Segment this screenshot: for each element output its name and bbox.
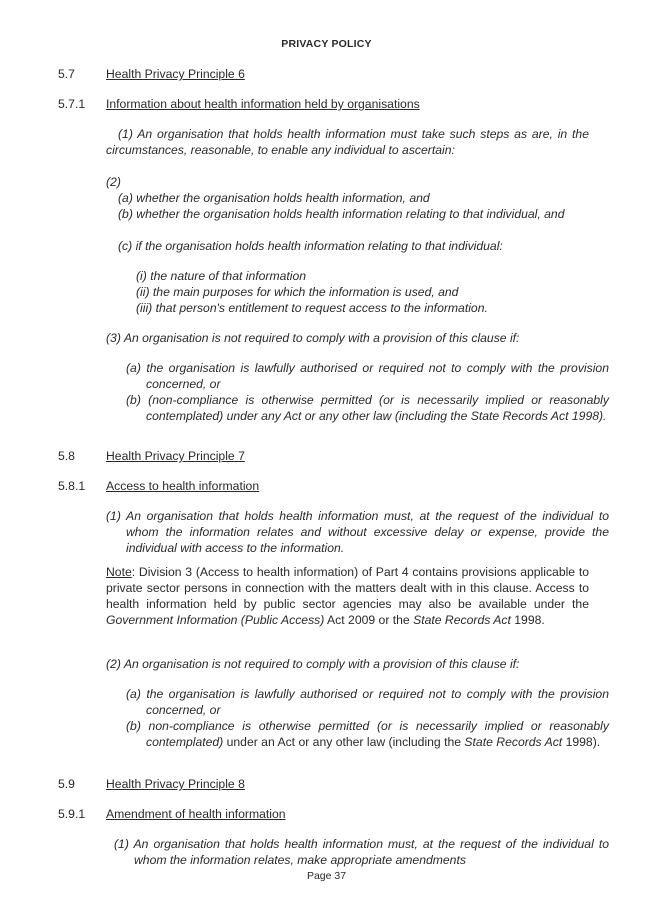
section-number-5-8-1: 5.8.1 [58, 479, 86, 493]
item-c: (c) if the organisation holds health information relating to that individual: [118, 239, 503, 253]
item-3b: (b) (non-compliance is otherwise permitted (or is necessarily implied or reasonably contemplated) under any Act or any other law (including the State Records Act 1998). [126, 393, 609, 423]
item-2a: (a) the organisation is lawfully authorised or required not to comply with the provision concerned, or [126, 687, 609, 717]
item-c-i: (i) the nature of that information [136, 269, 307, 283]
item-b: (b) whether the organisation holds health information relating to that individual, and [118, 207, 565, 221]
section-title-5-8-1: Access to health information [106, 479, 260, 493]
page-number: Page 37 [306, 870, 347, 882]
section-number-5-7-1: 5.7.1 [58, 97, 86, 111]
item-2b-italic: (b) non-compliance is otherwise permitted (or is necessarily implied or reasonably contemplated) [126, 719, 609, 749]
section-title-5-8: Health Privacy Principle 7 [106, 449, 245, 463]
section-number-5-7: 5.7 [58, 67, 75, 81]
section-title-5-7-1: Information about health information held by organisations [106, 97, 420, 111]
note-text-2: Act 2009 or the [324, 613, 414, 627]
note-label: Note [106, 565, 132, 579]
note-paragraph [106, 564, 589, 628]
item-c-ii: (ii) the main purposes for which the information is used, and [136, 285, 459, 299]
paragraph-5-7-1-3: (3) An organisation is not required to comply with a provision of this clause if: [106, 331, 520, 345]
section-title-5-9-1: Amendment of health information [106, 807, 286, 821]
item-3a: (a) the organisation is lawfully authorised or required not to comply with the provision concerned, or [126, 361, 609, 391]
note-text-1: : Division 3 (Access to health information) of Part 4 contains provisions applicable to private sector persons in connection with the matters dealt with in this clause. Access to health information held by public sector agencies may also be available under the [106, 565, 589, 611]
paragraph-5-7-1-1: (1) An organisation that holds health information must take such steps as are, in the circumstances, reasonable, to enable any individual to ascertain: [106, 127, 589, 157]
item-2b-italic-2: State Records Act [464, 735, 563, 749]
note-text-3: 1998. [510, 613, 545, 627]
paragraph-5-8-1-2: (2) An organisation is not required to comply with a provision of this clause if: [106, 657, 520, 671]
item-2b-end: 1998). [562, 735, 601, 749]
section-title-5-7: Health Privacy Principle 6 [106, 67, 245, 81]
item-c-iii: (iii) that person's entitlement to request access to the information. [136, 301, 488, 315]
paragraph-5-8-1-1: (1) An organisation that holds health information must, at the request of the individual to whom the information relates and without excessive delay or expense, provide the individual with access to the information. [106, 509, 609, 555]
section-number-5-9: 5.9 [58, 777, 75, 791]
section-number-5-9-1: 5.9.1 [58, 807, 86, 821]
paragraph-5-9-1-1: (1) An organisation that holds health information must, at the request of the individual to whom the information relates, make appropriate amendments [114, 837, 609, 867]
page-header: PRIVACY POLICY [281, 38, 372, 50]
item-a: (a) whether the organisation holds health information, and [118, 191, 430, 205]
note-italic-1: Government Information (Public Access) [106, 613, 325, 627]
item-2b-plain: under an Act or any other law (including the [223, 735, 465, 749]
section-number-5-8: 5.8 [58, 449, 75, 463]
section-title-5-9: Health Privacy Principle 8 [106, 777, 245, 791]
paragraph-5-7-1-2: (2) [106, 175, 121, 189]
note-italic-2: State Records Act [413, 613, 511, 627]
item-2b [126, 718, 609, 750]
